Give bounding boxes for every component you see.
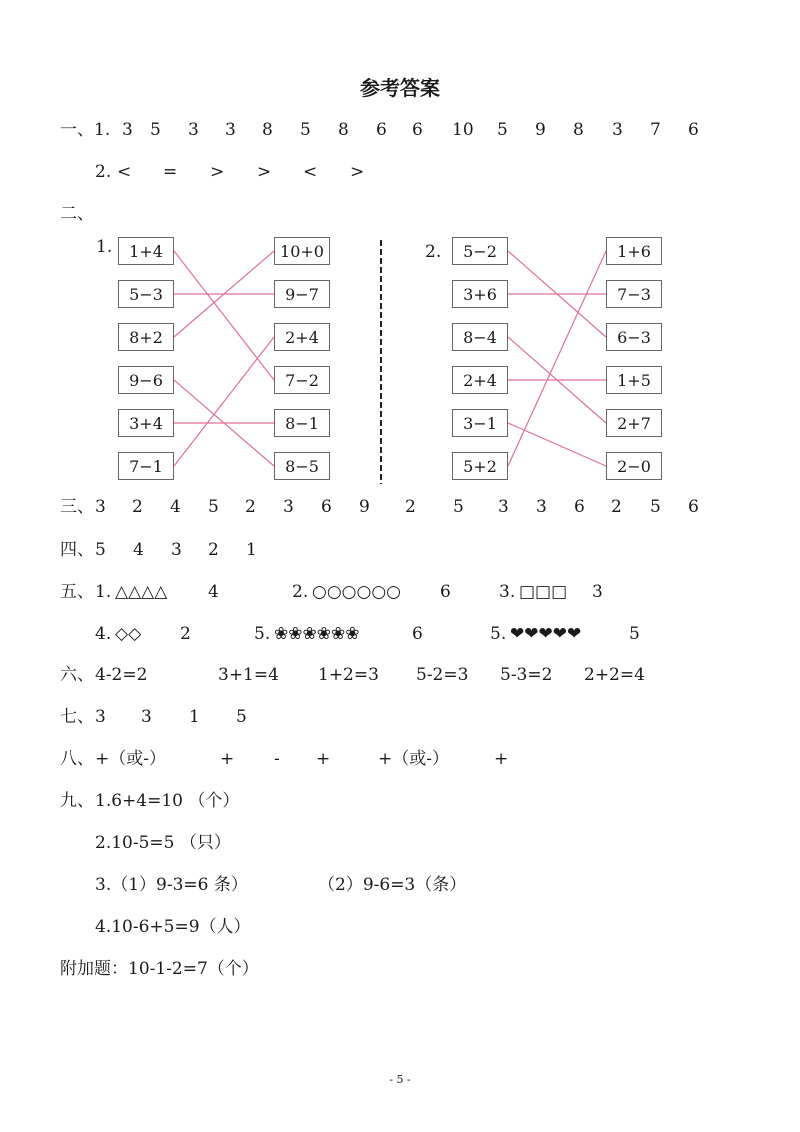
match-line (174, 251, 274, 380)
expression-box-right: 8−5 (274, 452, 330, 480)
expression-box-right: 10+0 (274, 237, 330, 265)
group1-label: 1. (96, 237, 113, 257)
answer-value: 2 (405, 497, 416, 517)
answer-value: 3 (283, 497, 294, 517)
equation: 3+1=4 (218, 665, 279, 685)
equation: 2+2=4 (584, 665, 645, 685)
answer-value: 1 (189, 707, 200, 727)
expression-box-left: 5+2 (452, 452, 508, 480)
compare-sign: < (117, 162, 132, 182)
answer-value: 2 (132, 497, 143, 517)
expression-box-left: 3+4 (118, 409, 174, 437)
shape-glyphs: ◇◇ (115, 624, 142, 644)
operator-answer: - (274, 749, 280, 769)
expression-box-left: 7−1 (118, 452, 174, 480)
s1-prefix: 一、1. (60, 120, 111, 140)
expression-box-right: 7−2 (274, 366, 330, 394)
operator-answer: + (316, 749, 331, 769)
s1-line2-prefix: 2. (95, 162, 112, 182)
s9-line-3b: （2）9-6=3（条） (318, 875, 467, 895)
answer-value: 5 (650, 497, 661, 517)
answer-value: 5 (236, 707, 247, 727)
expression-box-right: 7−3 (606, 280, 662, 308)
answer-value: 3 (612, 120, 623, 140)
expression-box-left: 8+2 (118, 323, 174, 351)
expression-box-right: 8−1 (274, 409, 330, 437)
equation: 1+2=3 (318, 665, 379, 685)
answer-value: 3 (536, 497, 547, 517)
compare-sign: > (210, 162, 225, 182)
expression-box-right: 2+4 (274, 323, 330, 351)
expression-box-left: 5−2 (452, 237, 508, 265)
shape-count: 6 (412, 624, 423, 644)
operator-answer: +（或-） (378, 749, 449, 769)
expression-box-left: 9−6 (118, 366, 174, 394)
answer-value: 2 (208, 540, 219, 560)
expression-box-right: 9−7 (274, 280, 330, 308)
shape-glyphs: ❀❀❀❀❀❀ (274, 624, 360, 644)
shape-glyphs: ○○○○○○ (312, 582, 402, 602)
expression-box-left: 2+4 (452, 366, 508, 394)
answer-value: 3 (141, 707, 152, 727)
shape-glyphs: △△△△ (115, 582, 168, 602)
answer-value: 3 (188, 120, 199, 140)
expression-box-right: 6−3 (606, 323, 662, 351)
compare-sign: > (257, 162, 272, 182)
answer-value: 6 (412, 120, 423, 140)
answer-value: 3 (122, 120, 133, 140)
answer-value: 5 (497, 120, 508, 140)
s2-heading: 二、 (60, 204, 94, 224)
s8-prefix: 八、 (60, 749, 94, 769)
expression-box-left: 3−1 (452, 409, 508, 437)
shape-count: 6 (440, 582, 451, 602)
answer-value: 9 (359, 497, 370, 517)
expression-box-left: 1+4 (118, 237, 174, 265)
answer-value: 5 (150, 120, 161, 140)
match-line (508, 251, 606, 466)
expression-box-right: 2−0 (606, 452, 662, 480)
item-label: 4. (95, 624, 112, 644)
equation: 5-2=3 (416, 665, 469, 685)
match-line (174, 337, 274, 466)
bonus-answer: 附加题：10-1-2=7（个） (60, 959, 259, 979)
expression-box-left: 5−3 (118, 280, 174, 308)
equation: 5-3=2 (500, 665, 553, 685)
answer-value: 5 (453, 497, 464, 517)
equation: 4-2=2 (95, 665, 148, 685)
item-label: 1. (95, 582, 112, 602)
expression-box-right: 1+6 (606, 237, 662, 265)
answer-value: 3 (95, 707, 106, 727)
answer-value: 3 (171, 540, 182, 560)
compare-sign: < (303, 162, 318, 182)
expression-box-right: 2+7 (606, 409, 662, 437)
s5-prefix: 五、 (60, 582, 94, 602)
expression-box-left: 8−4 (452, 323, 508, 351)
match-line (508, 423, 606, 466)
answer-value: 3 (95, 497, 106, 517)
answer-value: 6 (376, 120, 387, 140)
answer-value: 2 (245, 497, 256, 517)
answer-value: 5 (300, 120, 311, 140)
answer-value: 1 (246, 540, 257, 560)
answer-value: 5 (208, 497, 219, 517)
item-label: 5. (254, 624, 271, 644)
item-label: 2. (292, 582, 309, 602)
answer-value: 8 (262, 120, 273, 140)
s6-prefix: 六、 (60, 665, 94, 685)
answer-value: 6 (688, 120, 699, 140)
answer-value: 9 (535, 120, 546, 140)
answer-value: 10 (452, 120, 474, 140)
s7-prefix: 七、 (60, 707, 94, 727)
answer-value: 4 (133, 540, 144, 560)
shape-glyphs: ❤❤❤❤❤ (510, 624, 582, 644)
item-label: 5. (490, 624, 507, 644)
expression-box-left: 3+6 (452, 280, 508, 308)
shape-count: 5 (629, 624, 640, 644)
answer-value: 6 (574, 497, 585, 517)
s9-line-3a: 3.（1）9-3=6 条） (95, 875, 248, 895)
answer-value: 8 (338, 120, 349, 140)
compare-sign: > (350, 162, 365, 182)
shape-glyphs: □□□ (519, 582, 568, 602)
answer-value: 4 (170, 497, 181, 517)
shape-count: 4 (208, 582, 219, 602)
operator-answer: + (220, 749, 235, 769)
expression-box-right: 1+5 (606, 366, 662, 394)
answer-value: 6 (688, 497, 699, 517)
compare-sign: = (163, 162, 178, 182)
shape-count: 3 (592, 582, 603, 602)
answer-value: 5 (95, 540, 106, 560)
s3-prefix: 三、 (60, 497, 94, 517)
answer-value: 8 (573, 120, 584, 140)
answer-value: 6 (321, 497, 332, 517)
answer-value: 2 (611, 497, 622, 517)
answer-value: 7 (650, 120, 661, 140)
s9-line-4: 4.10-6+5=9（人） (95, 917, 251, 937)
s4-prefix: 四、 (60, 540, 94, 560)
page-title: 参考答案 (360, 76, 440, 100)
answer-value: 3 (498, 497, 509, 517)
group2-label: 2. (425, 242, 442, 262)
operator-answer: +（或-） (95, 749, 166, 769)
s9-line-1: 1.6+4=10 （个） (95, 791, 240, 811)
answer-value: 3 (225, 120, 236, 140)
s9-prefix: 九、 (60, 791, 94, 811)
operator-answer: + (494, 749, 509, 769)
shape-count: 2 (180, 624, 191, 644)
page-number: - 5 - (389, 1073, 411, 1086)
s9-line-2: 2.10-5=5 （只） (95, 833, 231, 853)
item-label: 3. (499, 582, 516, 602)
